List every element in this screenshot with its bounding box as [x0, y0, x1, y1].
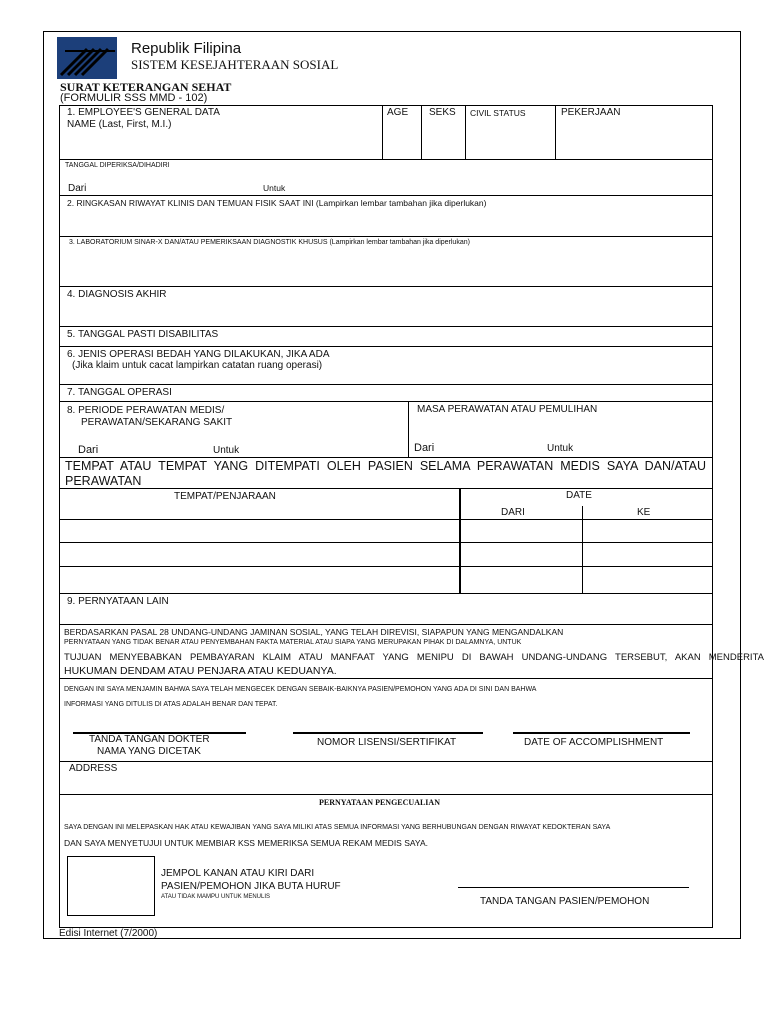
- masa-label: MASA PERAWATAN ATAU PEMULIHAN: [417, 404, 598, 415]
- certify-line1: DENGAN INI SAYA MENJAMIN BAHWA SAYA TELAH MENGECEK DENGAN SEBAIK-BAIKNYA PASIEN/PEMOHON YANG ADA DI SINI DAN BAHWA: [64, 686, 537, 693]
- waiver-title: PERNYATAAN PENGECUALIAN: [319, 798, 440, 807]
- doctor-signature-label: TANDA TANGAN DOKTER: [89, 734, 210, 745]
- tempat-heading-2: PERAWATAN: [65, 474, 142, 488]
- untuk-left: Untuk: [213, 445, 240, 456]
- form-page: [43, 31, 764, 939]
- untuk-label: Untuk: [263, 183, 286, 193]
- form-title: SURAT KETERANGAN SEHAT: [60, 80, 232, 94]
- edition-footer: Edisi Internet (7/2000): [59, 928, 158, 939]
- untuk-right: Untuk: [547, 443, 574, 454]
- thumb-label-3: ATAU TIDAK MAMPU UNTUK MENULIS: [161, 894, 271, 900]
- sss-logo: [57, 37, 117, 79]
- waiver-line1: SAYA DENGAN INI MELEPASKAN HAK ATAU KEWAJIBAN YANG SAYA MILIKI ATAS SEMUA INFORMASI YANG BERHUBUNGAN DENGAN RIWAYAT KEDOKTERAN SAYA: [64, 824, 611, 831]
- form-code: (FORMULIR SSS MMD - 102): [60, 92, 208, 104]
- age-label: AGE: [387, 107, 409, 118]
- license-label: NOMOR LISENSI/SERTIFIKAT: [317, 737, 457, 748]
- section2-label: 2. RINGKASAN RIWAYAT KLINIS DAN TEMUAN FISIK SAAT INI (Lampirkan lembar tambahan jika diperlukan): [67, 198, 487, 208]
- legal-line3: TUJUAN MENYEBABKAN PEMBAYARAN KLAIM ATAU MANFAAT YANG MENIPU DI BAWAH UNDANG-UNDANG TERSEBUT, AKAN MENDERITA: [64, 652, 764, 663]
- certify-line2: INFORMASI YANG DITULIS DI ATAS ADALAH BENAR DAN TEPAT.: [64, 701, 278, 708]
- agency-name: SISTEM KESEJAHTERAAN SOSIAL: [131, 57, 339, 72]
- section9-label: 9. PERNYATAAN LAIN: [67, 596, 169, 607]
- section6-note: (Jika klaim untuk cacat lampirkan catatan ruang operasi): [72, 360, 323, 371]
- thumbprint-box: [67, 856, 155, 916]
- col-dari-header: DARI: [501, 507, 525, 518]
- civil-status-label: CIVIL STATUS: [470, 108, 526, 118]
- legal-line1: BERDASARKAN PASAL 28 UNDANG-UNDANG JAMINAN SOSIAL, YANG TELAH DIREVISI, SIAPAPUN YANG MENGANDALKAN: [64, 627, 564, 637]
- waiver-line2: DAN SAYA MENYETUJUI UNTUK MEMBIAR KSS MEMERIKSA SEMUA REKAM MEDIS SAYA.: [64, 838, 428, 848]
- dari-label: Dari: [68, 183, 87, 194]
- dari-right: Dari: [414, 442, 435, 454]
- section8-label2: PERAWATAN/SEKARANG SAKIT: [81, 417, 233, 428]
- date-accomplishment-label: DATE OF ACCOMPLISHMENT: [524, 737, 664, 748]
- col-ke-header: KE: [637, 507, 651, 518]
- thumb-label-1: JEMPOL KANAN ATAU KIRI DARI: [161, 868, 315, 879]
- address-label: ADDRESS: [69, 763, 118, 774]
- section1-label: 1. EMPLOYEE'S GENERAL DATA: [67, 107, 220, 118]
- pekerjaan-label: PEKERJAAN: [561, 107, 621, 118]
- thumb-label-2: PASIEN/PEMOHON JIKA BUTA HURUF: [161, 881, 341, 892]
- tanggal-label: TANGGAL DIPERIKSA/DIHADIRI: [65, 162, 170, 169]
- legal-line4: HUKUMAN DENDAM ATAU PENJARA ATAU KEDUANYA.: [64, 665, 337, 677]
- col-date-header: DATE: [566, 490, 592, 501]
- section5-label: 5. TANGGAL PASTI DISABILITAS: [67, 329, 219, 340]
- col-place-header: TEMPAT/PENJARAAN: [174, 491, 276, 502]
- doctor-name-label: NAMA YANG DICETAK: [97, 746, 201, 757]
- section6-label: 6. JENIS OPERASI BEDAH YANG DILAKUKAN, JIKA ADA: [67, 349, 330, 360]
- patient-signature-label: TANDA TANGAN PASIEN/PEMOHON: [480, 896, 650, 907]
- seks-label: SEKS: [429, 107, 456, 118]
- section8-label: 8. PERIODE PERAWATAN MEDIS/: [67, 405, 225, 416]
- name-label: NAME (Last, First, M.I.): [67, 119, 172, 130]
- country-name: Republik Filipina: [131, 40, 242, 57]
- legal-line2: PERNYATAAN YANG TIDAK BENAR ATAU PENYEMBAHAN FAKTA MATERIAL ATAU SIAPA YANG MERUPAKAN PIHAK DI DALAMNYA, UNTUK: [64, 639, 522, 646]
- section4-label: 4. DIAGNOSIS AKHIR: [67, 289, 167, 300]
- section7-label: 7. TANGGAL OPERASI: [67, 387, 172, 398]
- tempat-heading: TEMPAT ATAU TEMPAT YANG DITEMPATI OLEH PASIEN SELAMA PERAWATAN MEDIS SAYA DAN/ATAU: [65, 459, 706, 473]
- dari-left: Dari: [78, 444, 99, 456]
- section3-label: 3. LABORATORIUM SINAR-X DAN/ATAU PEMERIKSAAN DIAGNOSTIK KHUSUS (Lampirkan lembar tambahan jika diperlukan): [69, 239, 470, 246]
